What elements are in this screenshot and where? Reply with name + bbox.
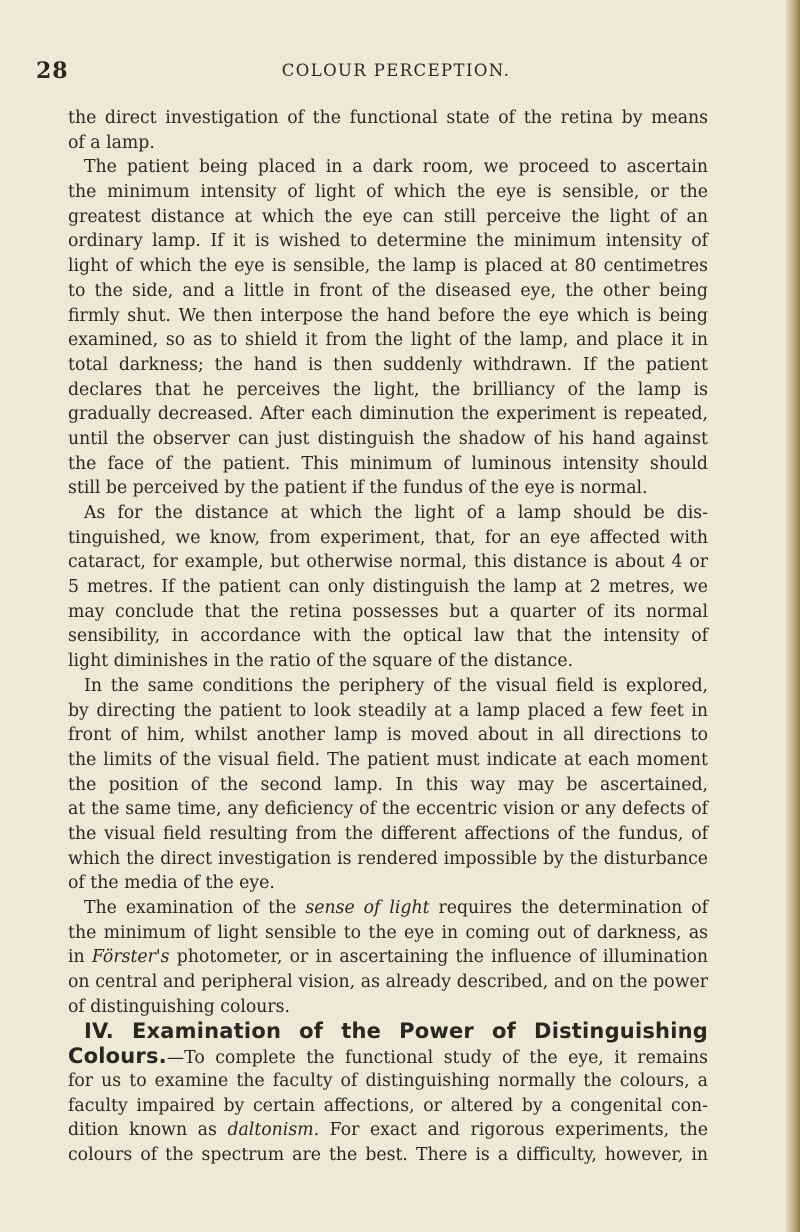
text-line: which the direct investigation is rendered impossible by the disturbance (68, 848, 708, 869)
text-line: gradually decreased. After each diminution the experiment is repeated, (68, 404, 708, 425)
emphasis: daltonism. (227, 1120, 320, 1141)
text-line: for us to examine the faculty of distinguishing normally the colours, a (68, 1070, 708, 1091)
text-line: 5 metres. If the patient can only distinguish the lamp at 2 metres, we (68, 577, 708, 598)
text-run: —To complete the functional study of the eye, it remains (166, 1048, 708, 1069)
text-run: requires the determination of (429, 898, 708, 918)
text-line (68, 896, 708, 921)
text-run: dition known as (68, 1120, 228, 1141)
text-line: examined, so as to shield it from the light of the lamp, and place it in (68, 330, 708, 351)
text-line: sensibility, in accordance with the optical law that the intensity of (68, 626, 708, 647)
text-line: the face of the patient. This minimum of luminous intensity should (68, 453, 708, 474)
page-header (36, 58, 756, 82)
section-heading-text: IV. Examination of the Power of Distinguishing (84, 1019, 708, 1044)
text-line: The patient being placed in a dark room, we proceed to ascertain (84, 157, 708, 178)
text-run: photometer, or in ascertaining the influence of illumination (169, 947, 708, 968)
text-line: the limits of the visual field. The patient must indicate at each moment (68, 749, 708, 770)
text-line: light of which the eye is sensible, the lamp is placed at 80 centimetres (68, 256, 708, 277)
section-heading (68, 1019, 708, 1044)
text-line: declares that he perceives the light, the brilliancy of the lamp is (68, 379, 708, 400)
text-line: of distinguishing colours. (68, 996, 291, 1017)
text-line: the minimum intensity of light of which the eye is sensible, or the (68, 182, 708, 203)
emphasis: Förster's (91, 947, 170, 968)
text-line: of the media of the eye. (68, 873, 275, 894)
text-line: the visual field resulting from the different affections of the fundus, of (68, 823, 708, 844)
text-line: greatest distance at which the eye can still perceive the light of an (68, 206, 708, 227)
page-edge (786, 0, 800, 1232)
text-line: faculty impaired by certain affections, or altered by a congenital con- (68, 1095, 708, 1116)
text-line: As for the distance at which the light of a lamp should be dis- (84, 503, 708, 523)
emphasis: sense of light (305, 898, 430, 918)
text-line: tinguished, we know, from experiment, that, for an eye affected with (68, 527, 708, 548)
text-line: still be perceived by the patient if the fundus of the eye is normal. (68, 478, 648, 499)
text-line: on central and peripheral vision, as already described, and on the power (68, 972, 708, 993)
section-heading-text: Colours. (68, 1044, 167, 1069)
text-line: cataract, for example, but otherwise normal, this distance is about 4 or (68, 552, 708, 573)
text-line: the position of the second lamp. In this way may be ascertained, (68, 774, 708, 795)
text-line (68, 945, 708, 970)
text-line: may conclude that the retina possesses but a quarter of its normal (68, 601, 708, 622)
text-line (68, 1044, 708, 1069)
text-run: The examination of the (84, 898, 306, 918)
text-line: front of him, whilst another lamp is moved about in all directions to (68, 725, 708, 746)
text-line: until the observer can just distinguish the shadow of his hand against (68, 428, 708, 449)
text-line: the minimum of light sensible to the eye in coming out of darkness, as (68, 922, 708, 943)
text-run: in (68, 947, 92, 968)
text-line: light diminishes in the ratio of the square of the distance. (68, 651, 574, 672)
running-head: COLOUR PERCEPTION. (281, 61, 511, 80)
text-line: at the same time, any deficiency of the eccentric vision or any defects of (68, 799, 708, 820)
text-line: firmly shut. We then interpose the hand before the eye which is being (68, 305, 708, 326)
text-line (68, 1118, 708, 1143)
text-line: of a lamp. (68, 132, 155, 153)
text-run: For exact and rigorous experiments, the (319, 1120, 708, 1141)
text-line: total darkness; the hand is then suddenly withdrawn. If the patient (68, 354, 708, 375)
text-line: In the same conditions the periphery of the visual field is explored, (84, 675, 708, 696)
text-line: ordinary lamp. If it is wished to determine the minimum intensity of (68, 231, 708, 252)
text-line: colours of the spectrum are the best. There is a difficulty, however, in (68, 1144, 708, 1165)
text-line: the direct investigation of the functional state of the retina by means (68, 108, 708, 128)
text-line: by directing the patient to look steadily at a lamp placed a few feet in (68, 700, 708, 721)
text-line: to the side, and a little in front of the diseased eye, the other being (68, 280, 708, 301)
body-text (68, 106, 708, 1168)
page-number: 28 (36, 58, 69, 84)
